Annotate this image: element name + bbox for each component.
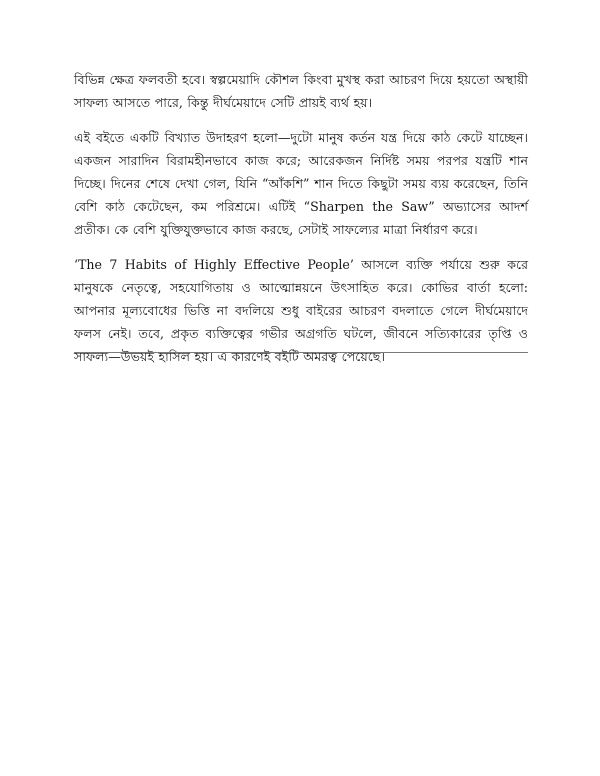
paragraph-3: ‘The 7 Habits of Highly Effective People’ আসলে ব্যক্তি পর্যায়ে শুরু করে মানুষকে নেতৃত্বে, সহযোগিতায় ও আত্মোন্নয়নে উৎসাহিত করে। কোভির বার্তা হলো: আপনার মূল্যবোধের ভিত্তি না বদলিয়ে শুধু বাইরের আচরণ বদলাতে গেলে দীর্ঘমেয়াদে ফলস নেই। তবে, প্রকৃত ব্যক্তিত্বের গভীর অগ্রগতি ঘটলে, জীবনে সত্যিকারের তৃপ্তি ও সাফল্য—উভয়ই হাসিল হয়। এ কারণেই বইটি অমরত্ব পেয়েছে।: [74, 257, 528, 364]
document-body: [74, 68, 528, 380]
paragraph-1: বিভিন্ন ক্ষেত্র ফলবতী হবে। স্বল্পমেয়াদি কৌশল কিংবা মুখস্থ করা আচরণ দিয়ে হয়তো অস্থায়ী সাফল্য আসতে পারে, কিন্তু দীর্ঘমেয়াদে সেটি প্রায়ই ব্যর্থ হয়।: [74, 72, 528, 110]
horizontal-divider: [74, 352, 528, 353]
paragraph-2: এই বইতে একটি বিখ্যাত উদাহরণ হলো—দুটো মানুষ কর্তন যন্ত্র দিয়ে কাঠ কেটে যাচ্ছেন। একজন সারাদিন বিরামহীনভাবে কাজ করে; আরেকজন নির্দিষ্ট সময় পরপর যন্ত্রটি শান দিচ্ছে। দিনের শেষে দেখা গেল, যিনি “আঁকশি” শান দিতে কিছুটা সময় ব্যয় করেছেন, তিনি বেশি কাঠ কেটেছেন, কম পরিশ্রমে। এটিই “Sharpen the Saw” অভ্যাসের আদর্শ প্রতীক। কে বেশি যুক্তিযুক্তভাবে কাজ করছে, সেটাই সাফল্যের মাত্রা নির্ধারণ করে।: [74, 130, 528, 237]
